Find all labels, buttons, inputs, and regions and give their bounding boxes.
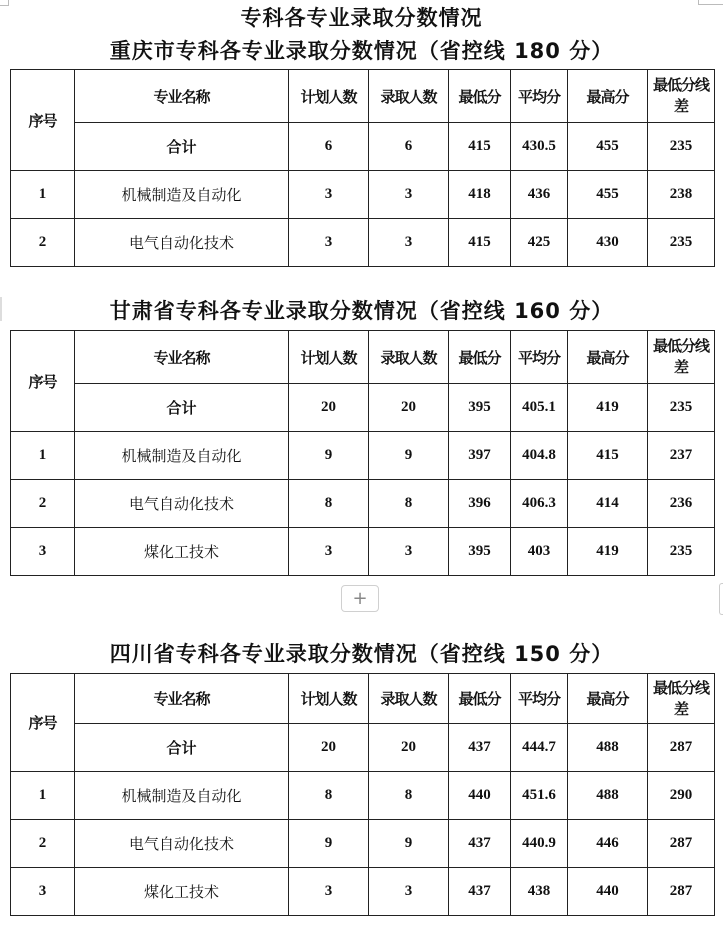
header-diff: 最低分线差 [648, 674, 715, 724]
cell-seq: 1 [11, 171, 75, 219]
table-row [11, 432, 715, 480]
cell-diff: 236 [648, 480, 715, 528]
cell-avg: 440.9 [511, 820, 568, 868]
cell-planned: 3 [289, 171, 369, 219]
cell-planned: 9 [289, 432, 369, 480]
cell-major: 煤化工技术 [75, 868, 289, 916]
cell-max: 446 [568, 820, 648, 868]
cell-seq: 1 [11, 772, 75, 820]
cell-avg: 444.7 [511, 724, 568, 772]
cell-seq: 2 [11, 820, 75, 868]
header-max: 最高分 [568, 331, 648, 384]
table-row [11, 528, 715, 576]
cell-avg: 451.6 [511, 772, 568, 820]
cell-max: 419 [568, 528, 648, 576]
cell-planned: 8 [289, 772, 369, 820]
score-table-chongqing [10, 69, 715, 267]
cell-diff: 237 [648, 432, 715, 480]
header-diff: 最低分线差 [648, 70, 715, 123]
cell-diff: 287 [648, 868, 715, 916]
cell-min: 397 [449, 432, 511, 480]
header-admitted: 录取人数 [369, 674, 449, 724]
cell-avg: 425 [511, 219, 568, 267]
header-major: 专业名称 [75, 331, 289, 384]
cell-diff: 235 [648, 528, 715, 576]
cell-major: 机械制造及自动化 [75, 772, 289, 820]
table-title-chongqing: 重庆市专科各专业录取分数情况（省控线 180 分） [109, 39, 614, 63]
table-header-row [11, 331, 715, 384]
table-resize-handle[interactable] [719, 583, 723, 615]
header-planned: 计划人数 [289, 70, 369, 123]
cell-major: 机械制造及自动化 [75, 432, 289, 480]
cell-diff: 290 [648, 772, 715, 820]
cell-admitted: 20 [369, 384, 449, 432]
cell-seq: 3 [11, 528, 75, 576]
cell-diff: 235 [648, 123, 715, 171]
cell-planned: 6 [289, 123, 369, 171]
total-label: 合计 [75, 384, 289, 432]
cell-planned: 20 [289, 724, 369, 772]
cell-planned: 3 [289, 868, 369, 916]
cell-planned: 9 [289, 820, 369, 868]
header-seq: 序号 [11, 70, 75, 171]
cell-diff: 238 [648, 171, 715, 219]
cell-admitted: 8 [369, 772, 449, 820]
header-avg: 平均分 [511, 674, 568, 724]
header-min: 最低分 [449, 674, 511, 724]
cell-admitted: 9 [369, 820, 449, 868]
cell-major: 机械制造及自动化 [75, 171, 289, 219]
cell-max: 415 [568, 432, 648, 480]
header-major: 专业名称 [75, 674, 289, 724]
cell-admitted: 3 [369, 219, 449, 267]
header-max: 最高分 [568, 70, 648, 123]
cell-max: 455 [568, 123, 648, 171]
cell-seq: 2 [11, 219, 75, 267]
cell-min: 440 [449, 772, 511, 820]
header-planned: 计划人数 [289, 331, 369, 384]
cell-admitted: 3 [369, 868, 449, 916]
cell-avg: 404.8 [511, 432, 568, 480]
cell-max: 414 [568, 480, 648, 528]
header-avg: 平均分 [511, 331, 568, 384]
cell-diff: 235 [648, 219, 715, 267]
cell-planned: 8 [289, 480, 369, 528]
cell-avg: 405.1 [511, 384, 568, 432]
cell-avg: 438 [511, 868, 568, 916]
cell-avg: 430.5 [511, 123, 568, 171]
cell-min: 437 [449, 820, 511, 868]
cell-planned: 3 [289, 219, 369, 267]
table-row [11, 868, 715, 916]
total-label: 合计 [75, 123, 289, 171]
plus-icon: + [352, 588, 368, 609]
cell-major: 电气自动化技术 [75, 820, 289, 868]
header-min: 最低分 [449, 331, 511, 384]
score-table-sichuan [10, 673, 715, 916]
cell-admitted: 8 [369, 480, 449, 528]
header-min: 最低分 [449, 70, 511, 123]
cell-major: 电气自动化技术 [75, 480, 289, 528]
table-title-gansu: 甘肃省专科各专业录取分数情况（省控线 160 分） [109, 299, 614, 323]
total-label: 合计 [75, 724, 289, 772]
header-diff: 最低分线差 [648, 331, 715, 384]
cell-min: 418 [449, 171, 511, 219]
cell-avg: 436 [511, 171, 568, 219]
score-table-gansu [10, 330, 715, 576]
cell-admitted: 6 [369, 123, 449, 171]
table-row [11, 219, 715, 267]
add-row-button[interactable] [341, 585, 379, 612]
table-row [11, 772, 715, 820]
cell-max: 419 [568, 384, 648, 432]
cell-min: 396 [449, 480, 511, 528]
cell-max: 488 [568, 724, 648, 772]
header-max: 最高分 [568, 674, 648, 724]
cell-admitted: 3 [369, 528, 449, 576]
cell-admitted: 9 [369, 432, 449, 480]
cell-max: 455 [568, 171, 648, 219]
table-row [11, 480, 715, 528]
cell-admitted: 3 [369, 171, 449, 219]
cell-planned: 3 [289, 528, 369, 576]
table-row [11, 171, 715, 219]
total-row [11, 384, 715, 432]
cell-admitted: 20 [369, 724, 449, 772]
header-admitted: 录取人数 [369, 331, 449, 384]
header-admitted: 录取人数 [369, 70, 449, 123]
cell-max: 488 [568, 772, 648, 820]
cell-min: 395 [449, 384, 511, 432]
cell-seq: 2 [11, 480, 75, 528]
cell-min: 395 [449, 528, 511, 576]
cell-avg: 403 [511, 528, 568, 576]
cell-diff: 287 [648, 724, 715, 772]
table-header-row [11, 70, 715, 123]
header-major: 专业名称 [75, 70, 289, 123]
cell-diff: 235 [648, 384, 715, 432]
cell-avg: 406.3 [511, 480, 568, 528]
cell-planned: 20 [289, 384, 369, 432]
total-row [11, 123, 715, 171]
cell-seq: 3 [11, 868, 75, 916]
document-title: 专科各专业录取分数情况 [240, 6, 483, 30]
table-row [11, 820, 715, 868]
cell-diff: 287 [648, 820, 715, 868]
cell-major: 煤化工技术 [75, 528, 289, 576]
total-row [11, 724, 715, 772]
table-header-row [11, 674, 715, 724]
cell-max: 430 [568, 219, 648, 267]
cell-min: 415 [449, 123, 511, 171]
cell-major: 电气自动化技术 [75, 219, 289, 267]
cell-min: 437 [449, 868, 511, 916]
header-planned: 计划人数 [289, 674, 369, 724]
header-avg: 平均分 [511, 70, 568, 123]
cell-max: 440 [568, 868, 648, 916]
header-seq: 序号 [11, 674, 75, 772]
header-seq: 序号 [11, 331, 75, 432]
cell-min: 437 [449, 724, 511, 772]
cell-min: 415 [449, 219, 511, 267]
table-title-sichuan: 四川省专科各专业录取分数情况（省控线 150 分） [109, 642, 614, 666]
cell-seq: 1 [11, 432, 75, 480]
